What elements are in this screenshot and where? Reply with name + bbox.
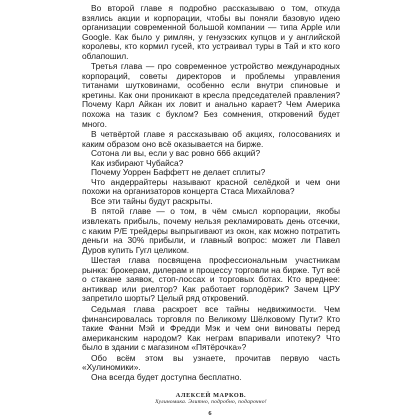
page-number: 6	[208, 410, 212, 417]
paragraph-chapter-six: Шестая глава посвящена профессиональным участникам рынка: брокерам, дилерам и процессу торговли на бирже. Тут всё о стакане заявок, стоп-лоссах и торговых ботах. Кто вреднее: антиквар или риелтор? Как работает горлодёрик? Зачем ЦРУ запретило шорты? Целый ряд откровений.	[82, 255, 340, 304]
footer-author: АЛЕКСЕЙ МАРКОВ.	[175, 392, 247, 399]
closing-line: Она всегда будет доступна бесплатно.	[91, 371, 242, 382]
paragraph-chapter-two: Во второй главе я подробно рассказываю о том, откуда взялись акции и корпорации, чтобы вы поняли базовую идею организации современной большой компании — типа Apple или Google. Как было у римлян, у генуэзских купцов и у английской королевы, кто кормил гусей, кто устраивал туры в Тай и кто кого облапошил.	[82, 3, 340, 61]
question-line: Сотона ли вы, если у вас ровно 666 акций?	[91, 148, 261, 159]
question-line: Как избирают Чубайса?	[91, 157, 184, 168]
footer-subtitle: Хулиномика. Элитно, подробно, подарочно!	[155, 399, 267, 405]
paragraph-chapter-four: В четвёртой главе я рассказываю об акциях, голосованиях и каким образом оно всё оказывается на бирже.	[82, 129, 340, 149]
question-paragraph: Что андеррайтеры называют красной селёдкой и чем они похожи на организаторов концерта Стаса Михайлова?	[82, 176, 340, 197]
page-footer	[82, 392, 340, 406]
page-body	[82, 4, 340, 382]
paragraph-chapter-three: Третья глава — про современное устройство международных корпораций, советы директоров и проблемы управления титанами шутковинами, особенно если внутри спиновые и кретины. Как они проникают в кресла председателей правления? Почему Карл Айкан их ловит и анально карает? Чем Америка похожа на тазик с буклом? Без сомнения, откровений будет много.	[82, 61, 340, 129]
paragraph-chapter-seven: Седьмая глава раскроет все тайны недвижимости. Чем финансировалась торговля по Великому Шёлковому Пути? Кто такие Фанни Мэй и Фредди Мэк и чем они виноваты перед американским народом? Как неграм впаривали ипотеку? Что было в здании с магазином «Пятёрочка»?	[82, 303, 340, 353]
paragraph-chapter-five: В пятой главе — о том, в чём смысл корпорации, якобы извлекать прибыль, почему нельзя рекламировать день отсечки, с каким P/E трейдеры выпрыгивают из окон, как можно потратить деньги на 30% прибыли, и главный вопрос: может ли Павел Дуров купить Гугл целиком.	[82, 206, 340, 255]
statement-line: Все эти тайны будут раскрыты.	[91, 195, 213, 206]
question-line: Почему Уоррен Баффетт не делает сплиты?	[91, 167, 266, 178]
paragraph-summary: Обо всём этом вы узнаете, прочитав первую часть «Хулиномики».	[82, 352, 340, 373]
